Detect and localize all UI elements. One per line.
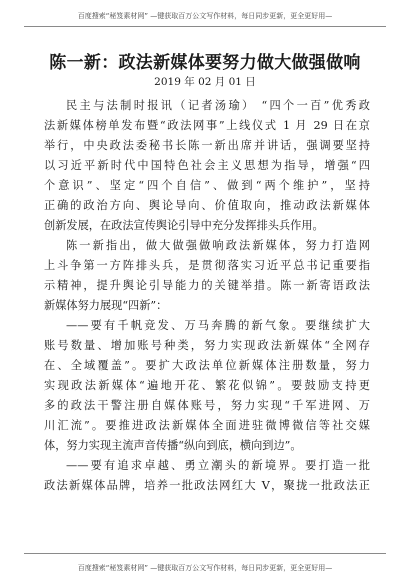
body-line: 示精神，提升舆论引导能力的关键举措。陈一新寄语政法: [44, 279, 370, 292]
body-line: 个意识”、坚定“四个自信”、做到“两个维护”，坚持: [44, 179, 370, 192]
body-line: 账号数量、增加账号种类，努力实现政法新媒体“全网存: [44, 339, 370, 352]
footer-text: 百度搜索“秘笈素材网” —键获取百万公文写作材料，每日同步更新，更全更好用—: [77, 564, 333, 572]
body-line: 民主与法制时报讯（记者汤瑜） “四个一百”优秀政: [66, 99, 370, 112]
body-line: 体，努力实现主流声音传播“纵向到底，横向到边”。: [44, 439, 302, 452]
body-line: ——要有千帆竞发、万马奔腾的新气象。要继续扩大: [66, 319, 370, 332]
page-header: [24, 0, 386, 27]
body-line: 在、全域覆盖”。要扩大政法单位新媒体注册数量，努力: [44, 359, 370, 372]
article-date: 2019 年 02 月 01 日: [154, 76, 256, 88]
body-line: 政法新媒体品牌，培养一批政法网红大 V，聚拢一批政法正: [44, 479, 370, 492]
body-line: 举行，中央政法委秘书长陈一新出席并讲话，强调要坚持: [44, 139, 370, 152]
body-line: 陈一新指出，做大做强做响政法新媒体，努力打造网: [66, 239, 370, 252]
page-footer: [24, 553, 386, 580]
body-line: 新媒体努力展现“四新”：: [44, 299, 168, 312]
article-body: [44, 96, 370, 496]
body-line: 正确的政治方向、舆论导向、价值取向，推动政法新媒体: [44, 199, 370, 212]
body-line: 实现政法新媒体“遍地开花、繁花似锦”。要鼓励支持更: [44, 379, 370, 392]
header-text: 百度搜索“秘笈素材网” —键获取百万公文写作材料，每日同步更新，更全更好用—: [77, 12, 333, 20]
body-line: 以习近平新时代中国特色社会主义思想为指导，增强“四: [44, 159, 370, 172]
body-line: 法新媒体榜单发布暨“政法网事”上线仪式 1 月 29 日在京: [44, 119, 370, 132]
article-title: 陈一新：政法新媒体要努力做大做强做响: [49, 53, 361, 73]
body-line: 上斗争第一方阵排头兵，是贯彻落实习近平总书记重要指: [44, 259, 370, 272]
body-line: 创新发展，在政法宣传舆论引导中充分发挥排头兵作用。: [44, 219, 324, 232]
body-line: 多的政法干警注册自媒体账号，努力实现“千军进网、万: [44, 399, 370, 412]
body-line: ——要有追求卓越、勇立潮头的新境界。要打造一批: [66, 459, 370, 472]
body-line: 川汇流”。要推进政法新媒体全面进驻微博微信等社交媒: [44, 419, 370, 432]
